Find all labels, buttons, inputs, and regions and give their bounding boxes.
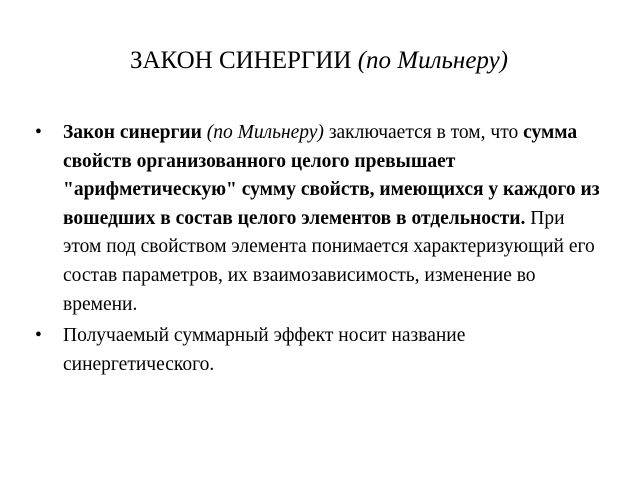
title-italic: (по Мильнеру) — [357, 47, 509, 74]
law-author: (по Мильнеру) — [206, 122, 324, 143]
bullet-item-2 — [35, 322, 605, 379]
bullet-item-1 — [35, 119, 605, 319]
slide-title — [0, 44, 638, 78]
bullet-text-intro: заключается в том, что — [328, 122, 519, 143]
title-main: ЗАКОН СИНЕРГИИ — [129, 47, 352, 74]
bullet-icon: • — [35, 122, 42, 143]
bullet-text: Получаемый суммарный эффект носит название синергетического. — [63, 325, 466, 375]
bullet-text-emphasis: сумма свойств организованного целого превышает "арифметическую" сумму свойств, имеющихся у каждого из вошедших в состав целого элементов в отдельности. — [63, 122, 600, 229]
law-name: Закон синергии — [63, 122, 202, 143]
bullet-icon: • — [35, 325, 42, 347]
bullet-list — [35, 119, 605, 382]
bullet-text-continuation: При этом под свойством элемента понимается характеризующий его состав параметров, их взаимозависимость, изменение во времени. — [63, 207, 595, 315]
